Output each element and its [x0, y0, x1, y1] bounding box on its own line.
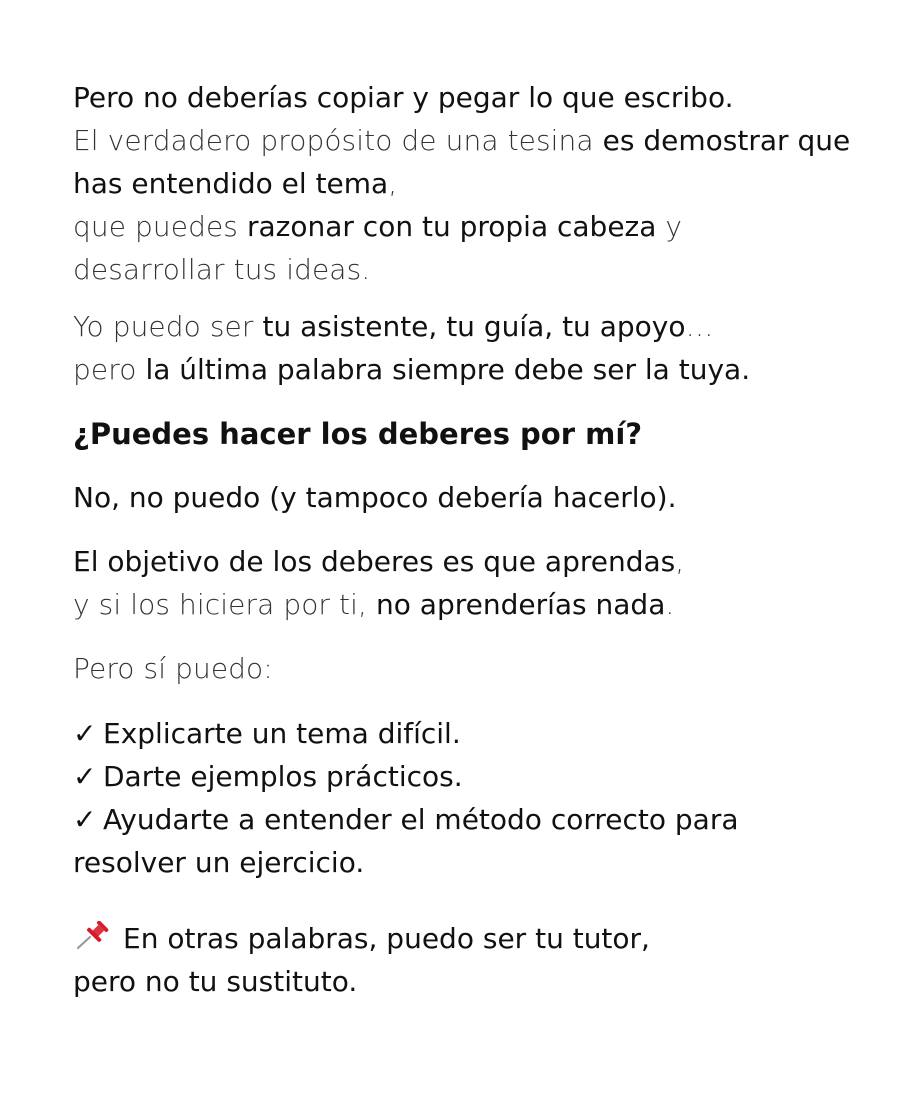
- intro-text: que puedes: [73, 210, 247, 243]
- list-item-continuation: resolver un ejercicio.: [73, 846, 365, 879]
- assistant-line: [73, 348, 853, 391]
- objective-line: [73, 540, 853, 583]
- objective-emphasis: no aprenderías nada: [376, 588, 666, 621]
- objective-paragraph: [73, 540, 853, 626]
- objective-text: ,: [675, 545, 685, 578]
- intro-line: [73, 205, 853, 248]
- answer-line: No, no puedo (y tampoco debería hacerlo).: [73, 481, 677, 514]
- can-do-intro: Pero sí puedo:: [73, 652, 273, 685]
- assistant-line: [73, 305, 853, 348]
- section-heading: ¿Puedes hacer los deberes por mí?: [73, 417, 643, 451]
- intro-paragraph: [73, 76, 853, 291]
- objective-line: [73, 583, 853, 626]
- objective-text: .: [665, 588, 675, 621]
- list-item: [73, 712, 853, 755]
- intro-text: ,: [388, 167, 398, 200]
- assistant-text: Yo puedo ser: [73, 310, 263, 343]
- intro-line: desarrollar tus ideas.: [73, 253, 371, 286]
- objective-text: y si los hiciera por ti,: [73, 588, 377, 621]
- assistant-text: …: [685, 310, 714, 343]
- objective-emphasis: El objetivo de los deberes es que aprendas: [73, 545, 676, 578]
- closing-text: En otras palabras, puedo ser tu tutor,: [123, 922, 650, 955]
- pushpin-icon: [73, 921, 113, 951]
- assistant-paragraph: [73, 305, 853, 391]
- list-item: [73, 755, 853, 798]
- closing-paragraph: [73, 917, 853, 1003]
- check-icon: ✓: [73, 803, 97, 836]
- intro-text: El verdadero propósito de una tesina: [73, 124, 603, 157]
- can-do-list: [73, 712, 853, 884]
- intro-text: y: [656, 210, 683, 243]
- assistant-emphasis: la última palabra siempre debe ser la tuya.: [145, 353, 751, 386]
- intro-emphasis: razonar con tu propia cabeza: [246, 210, 657, 243]
- assistant-text: pero: [73, 353, 146, 386]
- closing-line: [73, 917, 853, 960]
- intro-emphasis: has entendido el tema: [73, 167, 389, 200]
- intro-line: [73, 162, 853, 205]
- closing-line: pero no tu sustituto.: [73, 965, 358, 998]
- assistant-emphasis: tu asistente, tu guía, tu apoyo: [262, 310, 686, 343]
- list-item-text: Darte ejemplos prácticos.: [103, 760, 463, 793]
- check-icon: ✓: [73, 760, 97, 793]
- intro-emphasis: es demostrar que: [602, 124, 851, 157]
- list-item-text: Explicarte un tema difícil.: [103, 717, 461, 750]
- list-item: [73, 798, 853, 841]
- check-icon: ✓: [73, 717, 97, 750]
- intro-line: Pero no deberías copiar y pegar lo que escribo.: [73, 81, 734, 114]
- list-item-text: Ayudarte a entender el método correcto para: [103, 803, 739, 836]
- intro-line: [73, 119, 853, 162]
